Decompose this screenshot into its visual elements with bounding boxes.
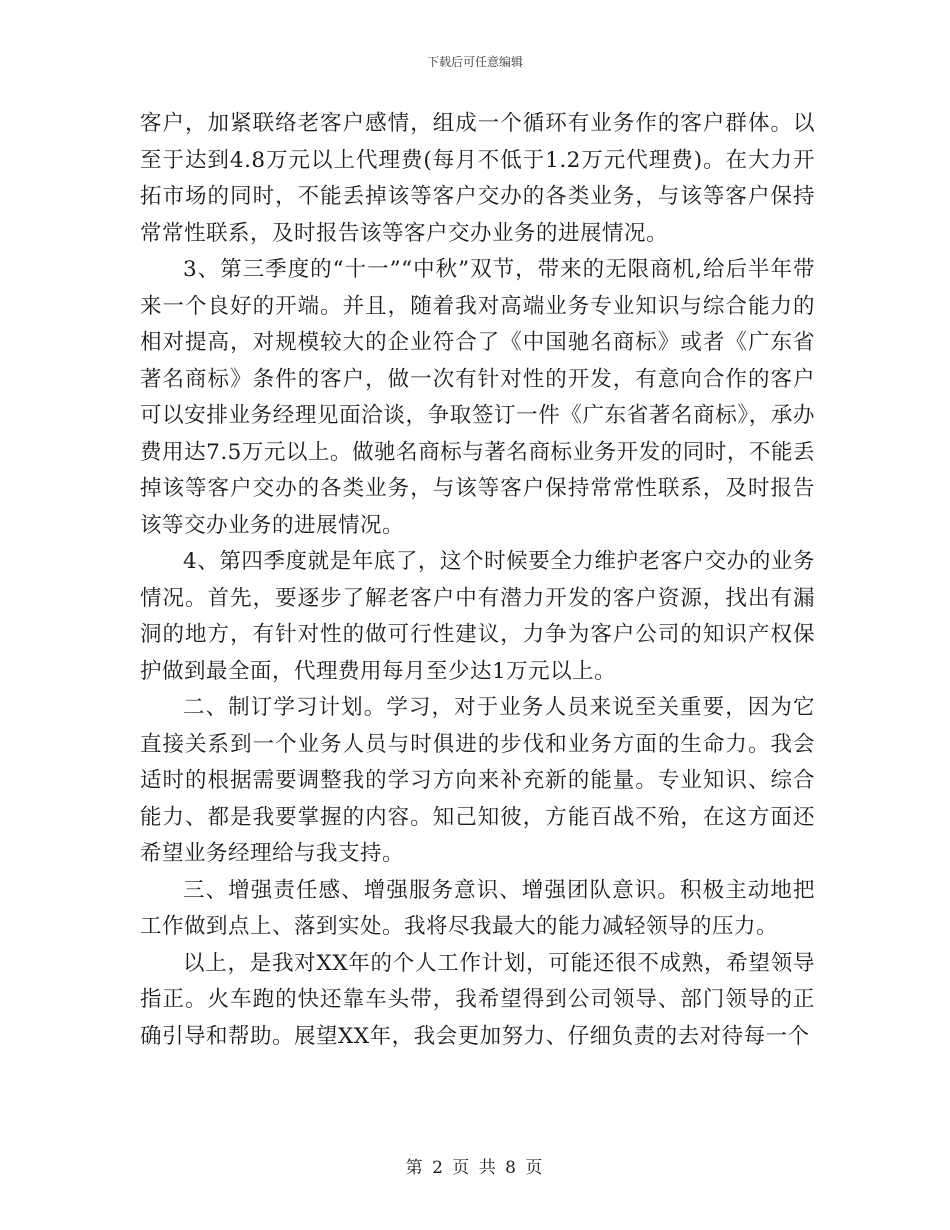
paragraph-responsibility: 三、增强责任感、增强服务意识、增强团队意识。积极主动地把工作做到点上、落到实处。我将尽我最大的能力减轻领导的压力。 [140,877,815,939]
paragraph-q3: 3、第三季度的“十一”“中秋”双节，带来的无限商机,给后半年带来一个良好的开端。并且，随着我对高端业务专业知识与综合能力的相对提高，对规模较大的企业符合了《中国驰名商标》或者《广东省著名商标》条件的客户，做一次有针对性的开发，有意向合作的客户可以安排业务经理见面洽谈，争取签订一件《广东省著名商标》，承办费用达7.5万元以上。做驰名商标与著名商标业务开发的同时，不能丢掉该等客户交办的各类业务，与该等客户保持常常性联系，及时报告该等交办业务的进展情况。 [140,257,815,538]
paragraph-q4: 4、第四季度就是年底了，这个时候要全力维护老客户交办的业务情况。首先，要逐步了解老客户中有潜力开发的客户资源，找出有漏洞的地方，有针对性的做可行性建议，力争为客户公司的知识产权保护做到最全面，代理费用每月至少达1万元以上。 [140,549,815,684]
page-header: 下载后可任意编辑 [426,55,523,69]
paragraph-continuation: 客户，加紧联络老客户感情，组成一个循环有业务作的客户群体。以至于达到4.8万元以上代理费(每月不低于1.2万元代理费)。在大力开拓市场的同时，不能丢掉该等客户交办的各类业务，与该等客户保持常常性联系，及时报告该等客户交办业务的进展情况。 [140,111,815,246]
page-number: 第 2 页 共 8 页 [405,1158,545,1178]
paragraph-conclusion: 以上，是我对XX年的个人工作计划，可能还很不成熟，希望领导指正。火车跑的快还靠车头带，我希望得到公司领导、部门领导的正确引导和帮助。展望XX年，我会更加努力、仔细负责的去对待每一个 [140,950,815,1049]
document-body [140,106,815,1055]
paragraph-study-plan: 二、制订学习计划。学习，对于业务人员来说至关重要，因为它直接关系到一个业务人员与时俱进的步伐和业务方面的生命力。我会适时的根据需要调整我的学习方向来补充新的能量。专业知识、综合能力、都是我要掌握的内容。知己知彼，方能百战不殆，在这方面还希望业务经理给与我支持。 [140,695,815,866]
